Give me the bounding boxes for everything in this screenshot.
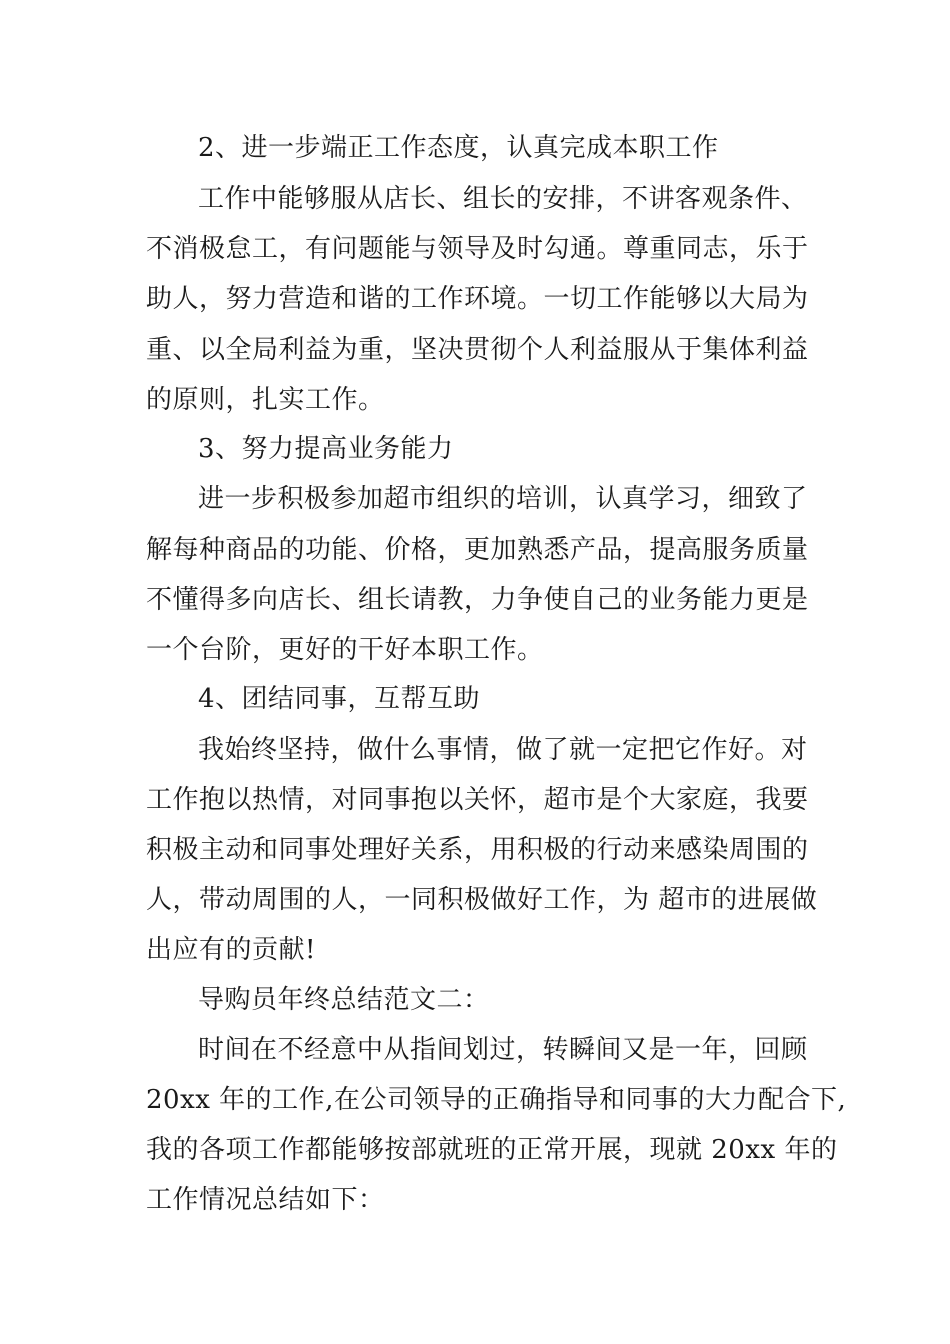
paragraph-line: 一个台阶，更好的干好本职工作。: [146, 635, 544, 665]
heading-item-4: 4、团结同事，互帮互助: [198, 684, 481, 714]
paragraph-line: 时间在不经意中从指间划过，转瞬间又是一年，回顾: [198, 1035, 808, 1065]
paragraph-line: 我始终坚持，做什么事情，做了就一定把它作好。对: [198, 735, 808, 765]
paragraph-line: 助人，努力营造和谐的工作环境。一切工作能够以大局为: [146, 284, 809, 314]
heading-item-3: 3、努力提高业务能力: [198, 434, 454, 464]
paragraph-line: 20xx 年的工作,在公司领导的正确指导和同事的大力配合下,: [146, 1085, 847, 1115]
paragraph-line: 工作抱以热情，对同事抱以关怀，超市是个大家庭，我要: [146, 785, 809, 815]
paragraph-line: 解每种商品的功能、价格，更加熟悉产品，提高服务质量: [146, 535, 809, 565]
paragraph-line: 工作情况总结如下：: [146, 1185, 385, 1215]
paragraph-line: 我的各项工作都能够按部就班的正常开展，现就 20xx 年的: [146, 1135, 838, 1165]
paragraph-line: 不消极怠工，有问题能与领导及时勾通。尊重同志，乐于: [146, 234, 809, 264]
paragraph-line: 积极主动和同事处理好关系，用积极的行动来感染周围的: [146, 835, 809, 865]
paragraph-line: 不懂得多向店长、组长请教，力争使自己的业务能力更是: [146, 585, 809, 615]
paragraph-line: 进一步积极参加超市组织的培训，认真学习，细致了: [198, 484, 808, 514]
paragraph-line: 重、以全局利益为重，坚决贯彻个人利益服从于集体利益: [146, 335, 809, 365]
paragraph-line: 的原则，扎实工作。: [146, 385, 385, 415]
paragraph-line: 工作中能够服从店长、组长的安排，不讲客观条件、: [198, 184, 808, 214]
paragraph-line: 人，带动周围的人，一同积极做好工作，为 超市的进展做: [146, 885, 818, 915]
heading-item-2: 2、进一步端正工作态度，认真完成本职工作: [198, 133, 719, 163]
paragraph-line: 出应有的贡献!: [146, 935, 316, 965]
section-title: 导购员年终总结范文二：: [198, 985, 490, 1015]
